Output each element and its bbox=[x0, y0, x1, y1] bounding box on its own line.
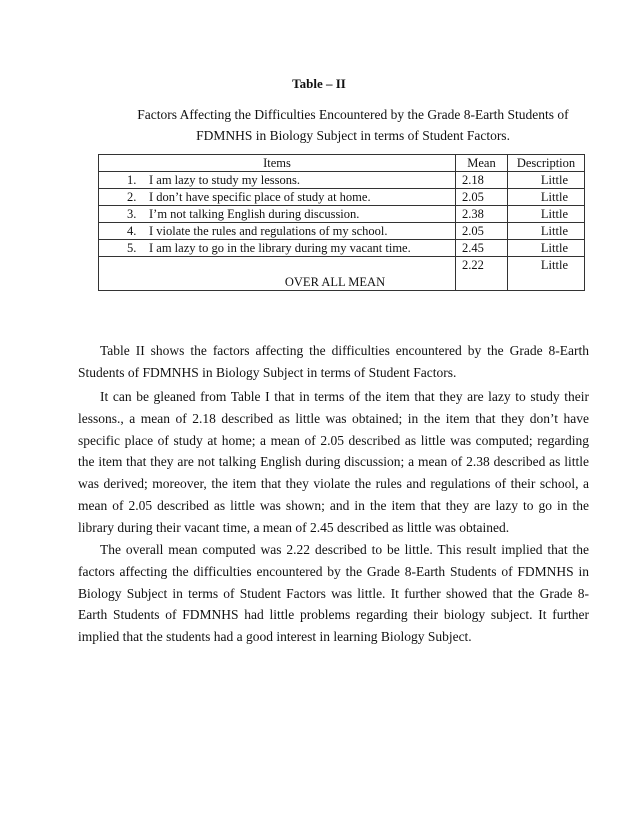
factors-table bbox=[98, 154, 585, 291]
table-row bbox=[99, 206, 585, 223]
paragraph-conclusion: The overall mean computed was 2.22 described to be little. This result implied that the factors affecting the difficulties encountered by the Grade 8-Earth Students of FDMNHS in Biology Subject in terms of Student Factors was little. It further showed that the Grade 8- Earth Students of FDMNHS had little problems regarding their biology subject. It further implied that the students had a good interest in learning Biology Subject. bbox=[78, 542, 589, 645]
description-cell: Little bbox=[508, 189, 585, 206]
overall-mean-row bbox=[99, 257, 585, 291]
paragraph-analysis: It can be gleaned from Table I that in terms of the item that they are lazy to study their lessons., a mean of 2.18 described as little was obtained; in the item that they don’t have specific place of study at home; a mean of 2.05 described as little was computed; regarding the item that they are not talking English during discussion; a mean of 2.38 described as little was derived; moreover, the item that they violate the rules and regulations of their school, a mean of 2.05 described as little was shown; and in the item that they are lazy to go in the library during their vacant time, a mean of 2.45 described as little was obtained. bbox=[78, 389, 589, 535]
item-number: 2. bbox=[127, 190, 137, 204]
overall-mean-description: Little bbox=[508, 257, 585, 291]
item-text: I don’t have specific place of study at home. bbox=[149, 190, 371, 204]
mean-cell: 2.38 bbox=[456, 206, 508, 223]
table-row bbox=[99, 172, 585, 189]
mean-cell: 2.45 bbox=[456, 240, 508, 257]
table-caption: Factors Affecting the Difficulties Encountered by the Grade 8-Earth Students of FDMNHS in Biology Subject in terms of Student Factors. bbox=[137, 107, 569, 143]
header-description: Description bbox=[508, 155, 585, 172]
item-cell bbox=[99, 206, 456, 223]
table-row bbox=[99, 240, 585, 257]
mean-cell: 2.05 bbox=[456, 223, 508, 240]
description-cell: Little bbox=[508, 240, 585, 257]
item-cell bbox=[99, 172, 456, 189]
header-items: Items bbox=[99, 155, 456, 172]
item-text: I’m not talking English during discussion. bbox=[149, 207, 360, 221]
header-mean: Mean bbox=[456, 155, 508, 172]
item-cell bbox=[99, 223, 456, 240]
table-title: Table – II bbox=[292, 76, 346, 91]
item-text: I am lazy to study my lessons. bbox=[149, 173, 301, 187]
paragraph-summary: Table II shows the factors affecting the difficulties encountered by the Grade 8-Earth Students of FDMNHS in Biology Subject in terms of Student Factors. bbox=[78, 343, 589, 380]
description-cell: Little bbox=[508, 223, 585, 240]
item-cell bbox=[99, 240, 456, 257]
table-row bbox=[99, 189, 585, 206]
mean-cell: 2.05 bbox=[456, 189, 508, 206]
item-cell bbox=[99, 189, 456, 206]
item-number: 3. bbox=[127, 207, 137, 221]
item-number: 4. bbox=[127, 224, 137, 238]
table-header-row bbox=[99, 155, 585, 172]
mean-cell: 2.18 bbox=[456, 172, 508, 189]
item-number: 1. bbox=[127, 173, 137, 187]
item-text: I am lazy to go in the library during my vacant time. bbox=[149, 241, 411, 255]
overall-mean-value: 2.22 bbox=[456, 257, 508, 291]
overall-mean-label: OVER ALL MEAN bbox=[99, 257, 456, 291]
item-number: 5. bbox=[127, 241, 137, 255]
table-row bbox=[99, 223, 585, 240]
item-text: I violate the rules and regulations of my school. bbox=[149, 224, 388, 238]
description-cell: Little bbox=[508, 172, 585, 189]
description-cell: Little bbox=[508, 206, 585, 223]
